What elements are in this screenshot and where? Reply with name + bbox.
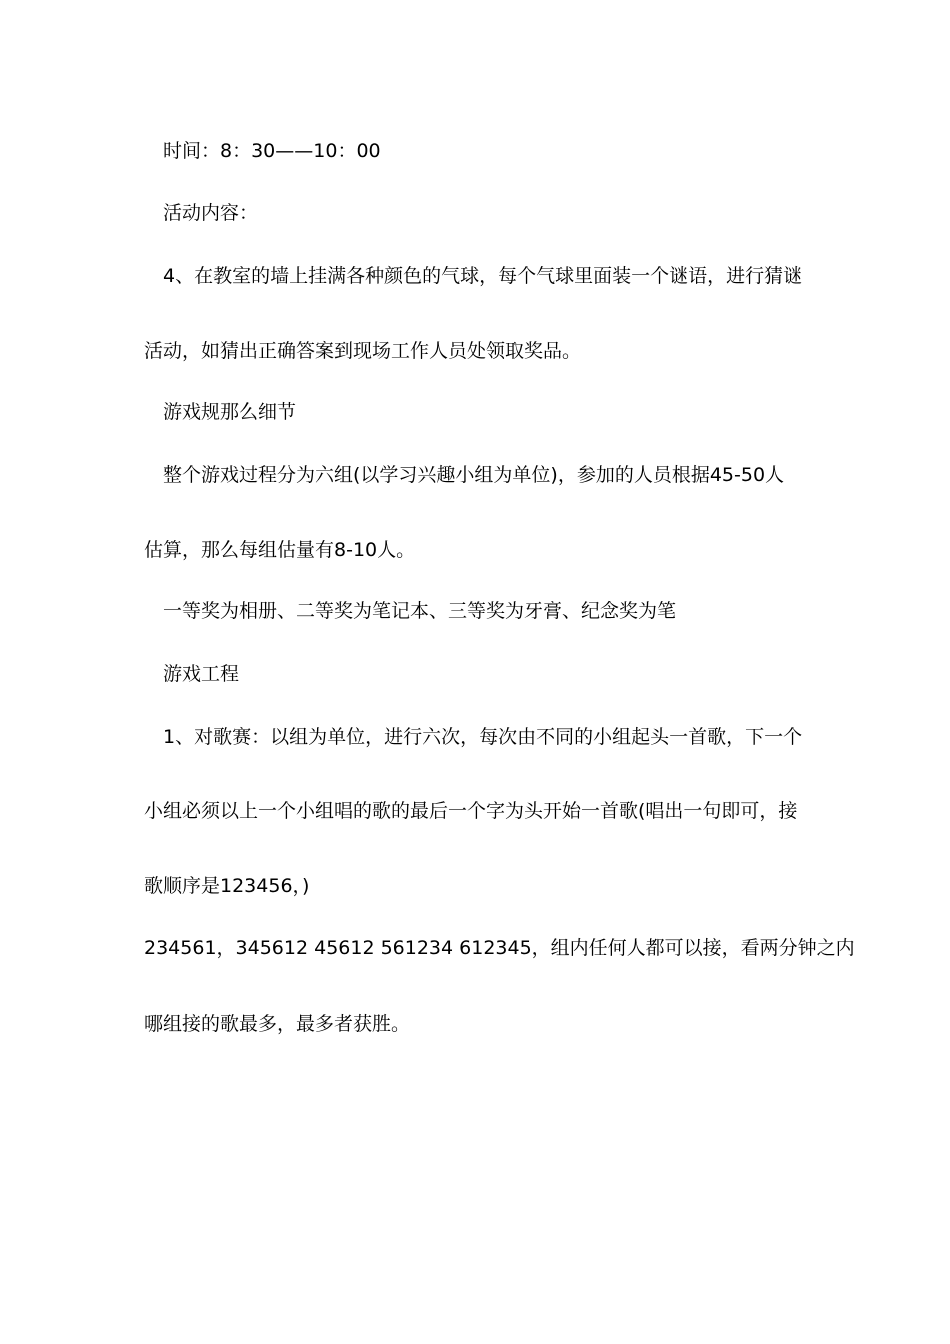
paragraph-line: 4、在教室的墙上挂满各种颜色的气球，每个气球里面装一个谜语，进行猜谜 — [163, 265, 803, 287]
paragraph-line: 整个游戏过程分为六组(以学习兴趣小组为单位)，参加的人员根据45-50人 — [163, 464, 785, 486]
paragraph-line: 歌顺序是123456，) — [144, 875, 310, 897]
paragraph-line: 哪组接的歌最多，最多者获胜。 — [144, 1013, 411, 1035]
paragraph-line: 234561，345612 45612 561234 612345，组内任何人都可以接，看两分钟之内 — [144, 937, 855, 959]
paragraph-line: 小组必须以上一个小组唱的歌的最后一个字为头开始一首歌(唱出一句即可，接 — [144, 800, 798, 822]
activity-content-heading: 活动内容： — [163, 202, 259, 224]
paragraph-line: 1、对歌赛：以组为单位，进行六次，每次由不同的小组起头一首歌，下一个 — [163, 726, 803, 748]
paragraph-line: 估算，那么每组估量有8-10人。 — [144, 539, 416, 561]
paragraph-line: 活动，如猜出正确答案到现场工作人员处领取奖品。 — [144, 340, 582, 362]
game-rules-heading: 游戏规那么细节 — [163, 401, 297, 423]
game-items-heading: 游戏工程 — [163, 663, 240, 685]
prizes-line: 一等奖为相册、二等奖为笔记本、三等奖为牙膏、纪念奖为笔 — [163, 600, 677, 622]
time-line: 时间：8：30——10：00 — [163, 140, 381, 162]
